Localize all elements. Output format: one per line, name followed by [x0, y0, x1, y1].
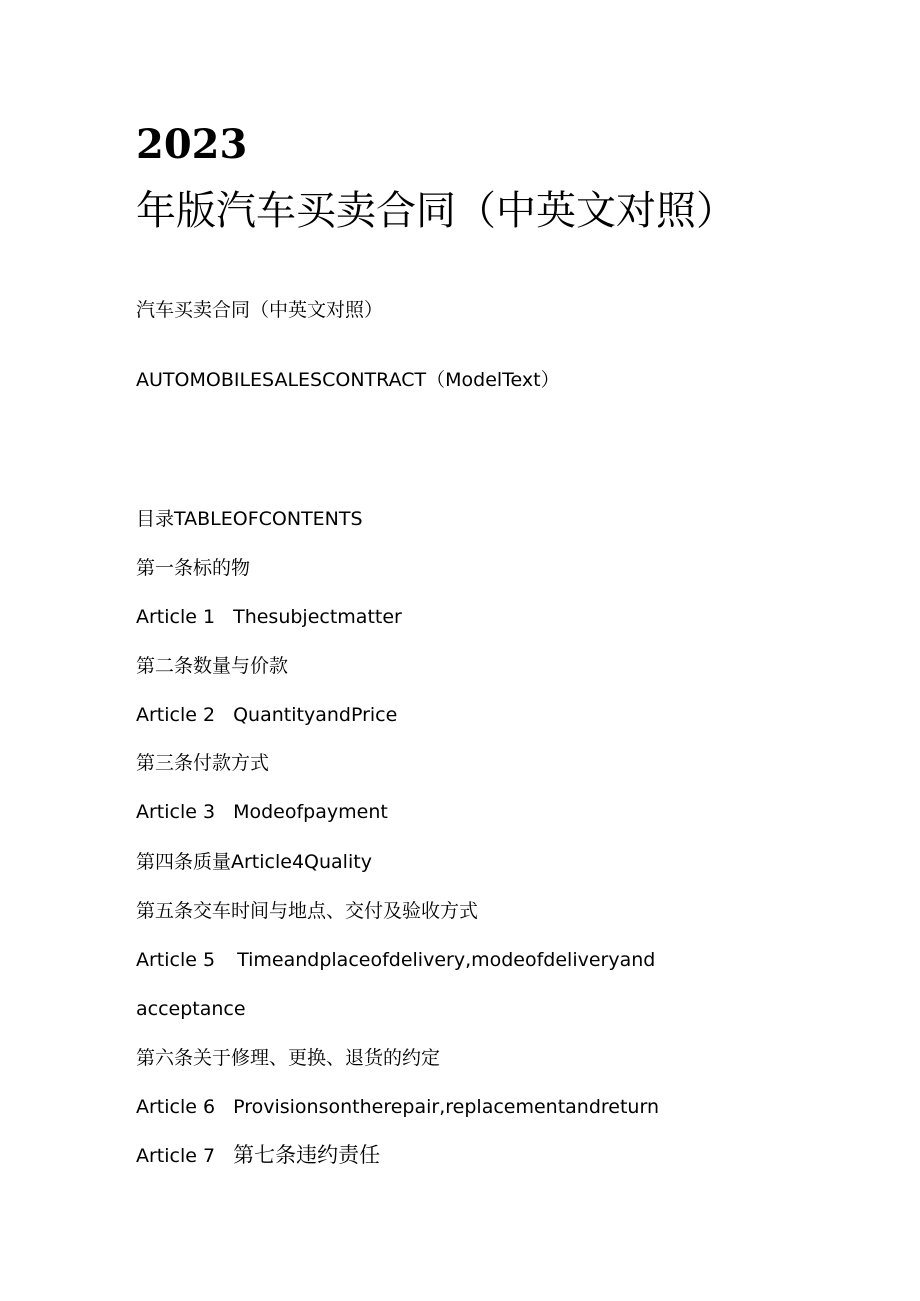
toc-item-article-2-cn: 第二条数量与价款 [136, 655, 289, 677]
toc-item-article-3-cn: 第三条付款方式 [136, 752, 270, 774]
toc-heading: 目录TABLEOFCONTENTS [136, 508, 363, 530]
toc-item-article-7 [136, 1142, 380, 1169]
subtitle-english: AUTOMOBILESALESCONTRACT（ModelText） [136, 369, 560, 391]
toc-item-article-5-cn: 第五条交车时间与地点、交付及验收方式 [136, 900, 479, 922]
article-number: Article 3 [136, 801, 216, 823]
toc-item-article-3-en [136, 799, 388, 825]
toc-item-article-5-en [136, 947, 655, 973]
article-number: Article 1 [136, 606, 216, 628]
document-title [136, 112, 836, 244]
article-title: Modeofpayment [233, 801, 388, 823]
toc-item-article-2-en [136, 702, 397, 728]
article-number: Article 5 [136, 949, 216, 971]
subtitle-chinese: 汽车买卖合同（中英文对照） [136, 299, 384, 321]
title-text: 年版汽车买卖合同（中英文对照） [136, 188, 736, 234]
toc-item-article-4: 第四条质量Article4Quality [136, 851, 372, 873]
article-number: Article 7 [136, 1145, 216, 1167]
toc-item-article-1-cn: 第一条标的物 [136, 557, 251, 579]
article-title: Provisionsontherepair,replacementandreturn [233, 1096, 659, 1118]
toc-item-article-6-en [136, 1094, 659, 1120]
article-title: Timeandplaceofdelivery,modeofdeliveryand [237, 949, 656, 971]
toc-item-article-1-en [136, 604, 402, 630]
article-title: 第七条违约责任 [233, 1143, 381, 1167]
article-number: Article 2 [136, 704, 216, 726]
toc-item-article-6-cn: 第六条关于修理、更换、退货的约定 [136, 1047, 441, 1069]
article-number: Article 6 [136, 1096, 216, 1118]
title-year: 2023 [136, 121, 248, 168]
article-title: QuantityandPrice [233, 704, 398, 726]
toc-item-article-5-en-continued: acceptance [136, 998, 246, 1020]
article-title: Thesubjectmatter [233, 606, 402, 628]
